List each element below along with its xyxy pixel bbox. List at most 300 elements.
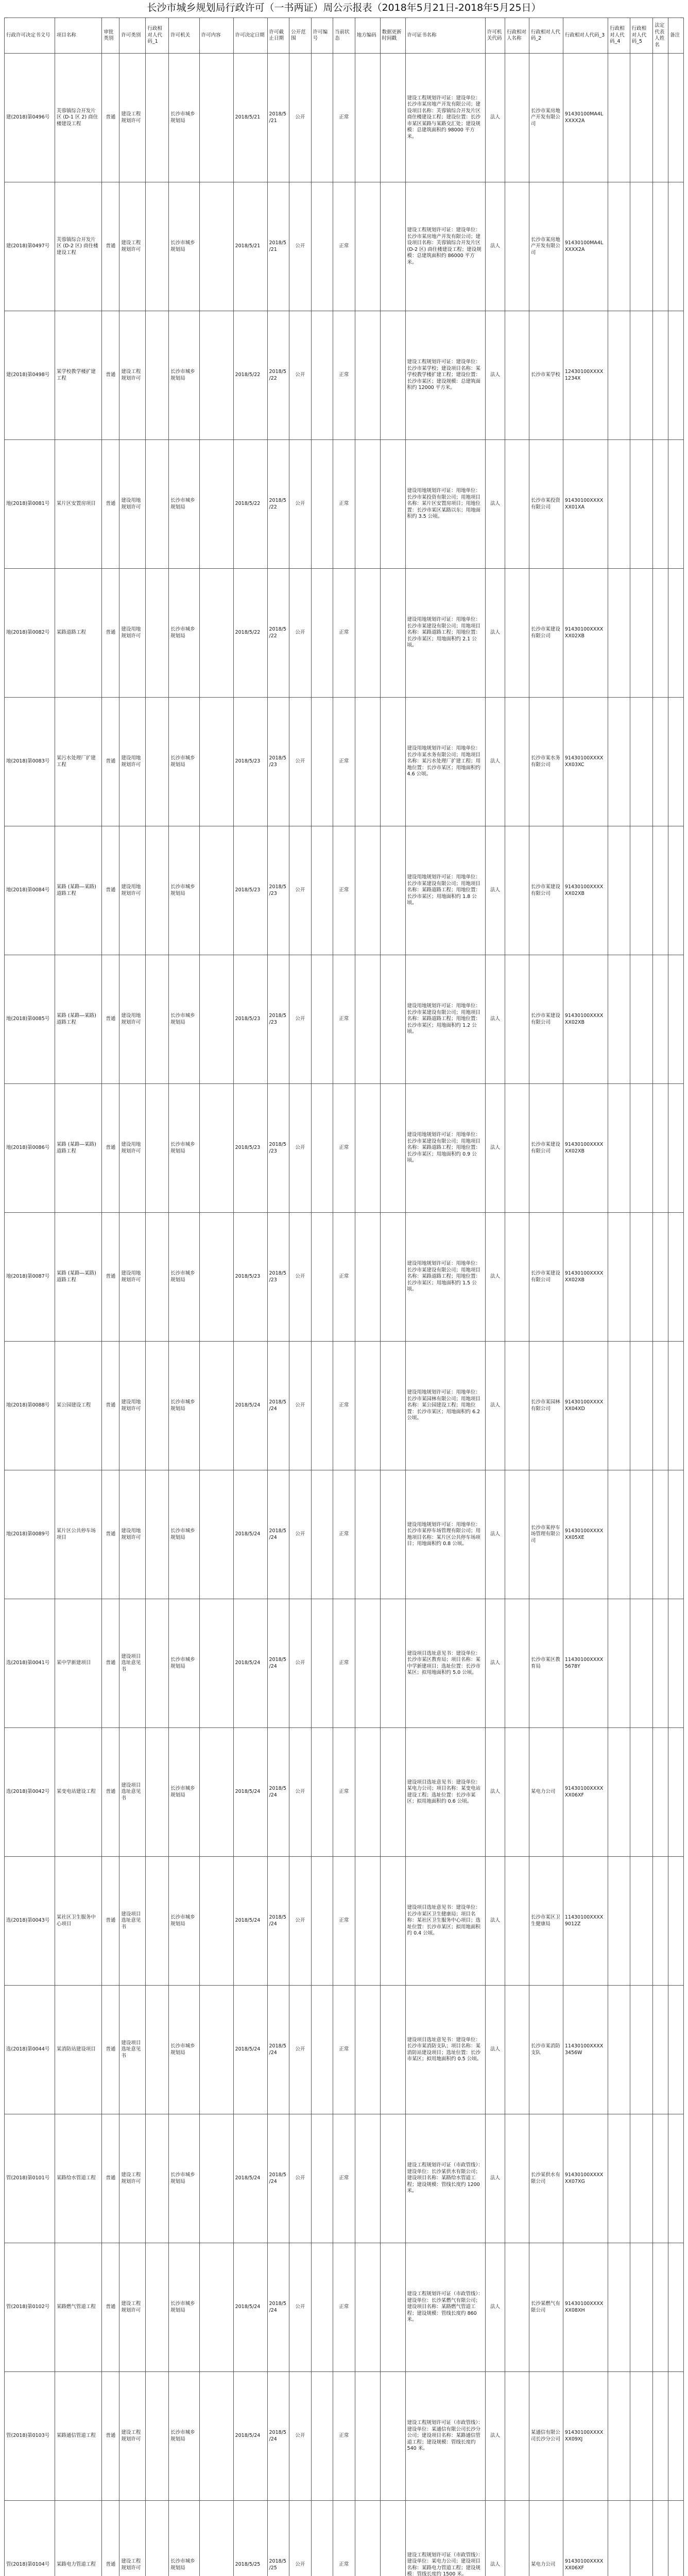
approval-category-cell: 普通 [102, 1470, 119, 1599]
table-row [5, 182, 684, 311]
status-cell: 正常 [333, 440, 355, 569]
scope-cell: 公开 [289, 1986, 312, 2114]
blank-cell [608, 2501, 630, 2576]
status-cell: 正常 [333, 1857, 355, 1986]
blank-cell [505, 54, 529, 182]
blank-cell [199, 2243, 233, 2372]
column-header: 许可类别 [119, 18, 146, 54]
blank-cell [630, 1599, 653, 1728]
permit-type-cell: 建设用地规划许可 [119, 569, 146, 698]
end-date-cell: 2018/5/23 [267, 1213, 289, 1342]
approval-category-cell: 普通 [102, 1599, 119, 1728]
legal-type-cell: 法人 [485, 2372, 505, 2501]
column-header: 许可编号 [311, 18, 333, 54]
code-cell [146, 182, 169, 311]
end-date-cell: 2018/5/24 [267, 2114, 289, 2243]
blank-cell [199, 826, 233, 955]
blank-cell [668, 569, 684, 698]
table-row [5, 1470, 684, 1599]
blank-cell [505, 311, 529, 440]
project-name-cell: 某学校教学楼扩建工程 [55, 311, 101, 440]
blank-cell [380, 1728, 405, 1857]
approval-category-cell: 普通 [102, 1213, 119, 1342]
credit-code-cell: 91430100XXXXXX04XD [563, 1342, 608, 1470]
legal-type-cell: 法人 [485, 54, 505, 182]
permit-number-cell: 管(2018)第0103号 [5, 2372, 55, 2501]
authority-cell: 长沙市城乡规划局 [169, 2372, 200, 2501]
authority-cell: 长沙市城乡规划局 [169, 1599, 200, 1728]
project-name-cell: 芙蓉镇综合开发片区 (D-2 区) 商住楼建设工程 [55, 182, 101, 311]
status-cell: 正常 [333, 2501, 355, 2576]
permit-number-cell: 地(2018)第0087号 [5, 1213, 55, 1342]
column-header: 行政相对人名称 [505, 18, 529, 54]
code-cell [146, 2501, 169, 2576]
project-name-cell: 某路给水管道工程 [55, 2114, 101, 2243]
blank-cell [505, 1728, 529, 1857]
scope-cell: 公开 [289, 1728, 312, 1857]
code-cell [146, 2243, 169, 2372]
project-name-cell: 某污水处理厂扩建工程 [55, 698, 101, 826]
blank-cell [380, 54, 405, 182]
permit-content-cell: 建设用地规划许可证：用地单位：长沙市某建设有限公司；用地项目名称：某路道路工程；用地位置：长沙市某区；用地面积约 1.8 公顷。 [405, 826, 485, 955]
column-header: 行政相对人代码_5 [630, 18, 653, 54]
blank-cell [668, 182, 684, 311]
blank-cell [505, 2114, 529, 2243]
end-date-cell: 2018/5/24 [267, 1728, 289, 1857]
blank-cell [653, 1728, 668, 1857]
permit-type-cell: 建设用地规划许可 [119, 1470, 146, 1599]
blank-cell [653, 440, 668, 569]
blank-cell [505, 1599, 529, 1728]
blank-cell [505, 182, 529, 311]
legal-type-cell: 法人 [485, 955, 505, 1084]
status-cell: 正常 [333, 1728, 355, 1857]
legal-type-cell: 法人 [485, 182, 505, 311]
column-header: 数据更新时间戳 [380, 18, 405, 54]
blank-cell [668, 1470, 684, 1599]
blank-cell [608, 311, 630, 440]
blank-cell [668, 2372, 684, 2501]
scope-cell: 公开 [289, 182, 312, 311]
blank-cell [380, 1599, 405, 1728]
blank-cell [311, 1342, 333, 1470]
code-cell [146, 311, 169, 440]
blank-cell [311, 2243, 333, 2372]
table-row [5, 1728, 684, 1857]
holder-name-cell: 某通信有限公司长沙分公司 [529, 2372, 563, 2501]
project-name-cell: 某路 (某路—某路) 道路工程 [55, 955, 101, 1084]
column-header: 行政相对人代码_1 [146, 18, 169, 54]
end-date-cell: 2018/5/21 [267, 54, 289, 182]
blank-cell [355, 1213, 380, 1342]
table-row [5, 698, 684, 826]
legal-type-cell: 法人 [485, 2114, 505, 2243]
blank-cell [505, 1986, 529, 2114]
blank-cell [380, 2501, 405, 2576]
permit-number-cell: 地(2018)第0086号 [5, 1084, 55, 1213]
scope-cell: 公开 [289, 440, 312, 569]
holder-name-cell: 长沙市某投资有限公司 [529, 440, 563, 569]
blank-cell [505, 2372, 529, 2501]
table-row [5, 2501, 684, 2576]
table-row [5, 2114, 684, 2243]
end-date-cell: 2018/5/24 [267, 1986, 289, 2114]
end-date-cell: 2018/5/22 [267, 569, 289, 698]
permit-number-cell: 选(2018)第0044号 [5, 1986, 55, 2114]
code-cell [146, 440, 169, 569]
permit-number-cell: 管(2018)第0104号 [5, 2501, 55, 2576]
legal-type-cell: 法人 [485, 311, 505, 440]
project-name-cell: 某路燃气管道工程 [55, 2243, 101, 2372]
decision-date-cell: 2018/5/23 [233, 826, 267, 955]
code-cell [146, 569, 169, 698]
legal-type-cell: 法人 [485, 1986, 505, 2114]
blank-cell [311, 826, 333, 955]
blank-cell [505, 440, 529, 569]
blank-cell [608, 2243, 630, 2372]
end-date-cell: 2018/5/24 [267, 1857, 289, 1986]
end-date-cell: 2018/5/21 [267, 182, 289, 311]
blank-cell [668, 311, 684, 440]
scope-cell: 公开 [289, 1599, 312, 1728]
credit-code-cell: 91430100XXXXXX02XB [563, 1213, 608, 1342]
table-row [5, 955, 684, 1084]
decision-date-cell: 2018/5/24 [233, 2372, 267, 2501]
blank-cell [630, 1728, 653, 1857]
permit-content-cell: 建设用地规划许可证：用地单位：长沙市某水务有限公司；用地项目名称：某污水处理厂扩建工程；用地位置：长沙市某区；用地面积约 4.6 公顷。 [405, 698, 485, 826]
legal-type-cell: 法人 [485, 1857, 505, 1986]
table-row [5, 1986, 684, 2114]
project-name-cell: 某公园建设工程 [55, 1342, 101, 1470]
project-name-cell: 某社区卫生服务中心项目 [55, 1857, 101, 1986]
approval-category-cell: 普通 [102, 311, 119, 440]
permit-table [4, 18, 684, 2576]
code-cell [146, 698, 169, 826]
blank-cell [608, 698, 630, 826]
table-row [5, 1599, 684, 1728]
approval-category-cell: 普通 [102, 826, 119, 955]
blank-cell [311, 1728, 333, 1857]
blank-cell [199, 182, 233, 311]
authority-cell: 长沙市城乡规划局 [169, 2243, 200, 2372]
permit-content-cell: 建设用地规划许可证：用地单位：长沙市某建设有限公司；用地项目名称：某路道路工程；用地位置：长沙市某区；用地面积约 1.5 公顷。 [405, 1213, 485, 1342]
code-cell [146, 1342, 169, 1470]
permit-type-cell: 建设工程规划许可 [119, 2372, 146, 2501]
blank-cell [608, 569, 630, 698]
blank-cell [199, 2501, 233, 2576]
table-row [5, 569, 684, 698]
blank-cell [608, 440, 630, 569]
decision-date-cell: 2018/5/23 [233, 955, 267, 1084]
blank-cell [199, 1857, 233, 1986]
blank-cell [630, 1470, 653, 1599]
permit-type-cell: 建设用地规划许可 [119, 698, 146, 826]
blank-cell [630, 1342, 653, 1470]
column-header: 许可证书名称 [405, 18, 485, 54]
authority-cell: 长沙市城乡规划局 [169, 311, 200, 440]
permit-type-cell: 建设用地规划许可 [119, 1342, 146, 1470]
blank-cell [630, 569, 653, 698]
permit-content-cell: 建设工程规划许可证（市政管线）：建设单位：某电力公司；建设项目名称：某路电力管道工程；建设规模：管线长度约 1500 米。 [405, 2501, 485, 2576]
code-cell [146, 1599, 169, 1728]
blank-cell [380, 826, 405, 955]
blank-cell [653, 54, 668, 182]
blank-cell [355, 569, 380, 698]
approval-category-cell: 普通 [102, 2114, 119, 2243]
blank-cell [311, 2501, 333, 2576]
blank-cell [355, 1470, 380, 1599]
column-header: 项目名称 [55, 18, 101, 54]
blank-cell [630, 2372, 653, 2501]
credit-code-cell: 91430100XXXXXX05XE [563, 1470, 608, 1599]
table-row [5, 1857, 684, 1986]
column-header: 审批类别 [102, 18, 119, 54]
blank-cell [380, 1213, 405, 1342]
blank-cell [355, 1342, 380, 1470]
blank-cell [608, 2372, 630, 2501]
blank-cell [505, 1470, 529, 1599]
permit-content-cell: 建设工程规划许可证：建设单位：长沙市某学校；建设项目名称：某学校教学楼扩建工程；建设位置：长沙市某区；建设规模：总建筑面积约 12000 平方米。 [405, 311, 485, 440]
scope-cell: 公开 [289, 2372, 312, 2501]
code-cell [146, 1470, 169, 1599]
permit-number-cell: 建(2018)第0496号 [5, 54, 55, 182]
column-header: 公开范围 [289, 18, 312, 54]
blank-cell [608, 1470, 630, 1599]
decision-date-cell: 2018/5/24 [233, 1728, 267, 1857]
project-name-cell: 某变电站建设工程 [55, 1728, 101, 1857]
blank-cell [311, 2114, 333, 2243]
approval-category-cell: 普通 [102, 955, 119, 1084]
blank-cell [199, 569, 233, 698]
decision-date-cell: 2018/5/22 [233, 311, 267, 440]
project-name-cell: 某片区安置房项目 [55, 440, 101, 569]
blank-cell [653, 182, 668, 311]
permit-type-cell: 建设用地规划许可 [119, 1213, 146, 1342]
blank-cell [199, 1728, 233, 1857]
column-header: 行政相对人代码_4 [608, 18, 630, 54]
approval-category-cell: 普通 [102, 2501, 119, 2576]
blank-cell [311, 182, 333, 311]
credit-code-cell: 91430100XXXXXX06XF [563, 2501, 608, 2576]
credit-code-cell: 91430100XXXXXX02XB [563, 826, 608, 955]
authority-cell: 长沙市城乡规划局 [169, 1728, 200, 1857]
table-header-row [5, 18, 684, 54]
blank-cell [199, 440, 233, 569]
holder-name-cell: 长沙市某消防支队 [529, 1986, 563, 2114]
blank-cell [355, 2114, 380, 2243]
holder-name-cell: 长沙市某建设有限公司 [529, 569, 563, 698]
status-cell: 正常 [333, 1986, 355, 2114]
blank-cell [668, 1599, 684, 1728]
blank-cell [608, 1857, 630, 1986]
status-cell: 正常 [333, 2243, 355, 2372]
blank-cell [608, 182, 630, 311]
blank-cell [199, 1084, 233, 1213]
blank-cell [630, 2243, 653, 2372]
blank-cell [199, 955, 233, 1084]
permit-content-cell: 建设项目选址意见书：建设单位：长沙市某区教育局；项目名称：某中学新建项目；选址位置：长沙市某区；拟用地面积约 5.0 公顷。 [405, 1599, 485, 1728]
blank-cell [653, 2114, 668, 2243]
decision-date-cell: 2018/5/22 [233, 440, 267, 569]
status-cell: 正常 [333, 826, 355, 955]
approval-category-cell: 普通 [102, 1728, 119, 1857]
blank-cell [311, 311, 333, 440]
status-cell: 正常 [333, 311, 355, 440]
blank-cell [380, 311, 405, 440]
blank-cell [668, 826, 684, 955]
permit-content-cell: 建设用地规划许可证：用地单位：长沙市某建设有限公司；用地项目名称：某路道路工程；用地位置：长沙市某区；用地面积约 2.1 公顷。 [405, 569, 485, 698]
blank-cell [355, 1084, 380, 1213]
holder-name-cell: 长沙市某园林有限公司 [529, 1342, 563, 1470]
project-name-cell: 某路通信管道工程 [55, 2372, 101, 2501]
legal-type-cell: 法人 [485, 440, 505, 569]
permit-type-cell: 建设工程规划许可 [119, 182, 146, 311]
blank-cell [668, 1728, 684, 1857]
blank-cell [380, 1084, 405, 1213]
status-cell: 正常 [333, 1470, 355, 1599]
blank-cell [668, 54, 684, 182]
blank-cell [630, 440, 653, 569]
decision-date-cell: 2018/5/23 [233, 1213, 267, 1342]
blank-cell [668, 698, 684, 826]
authority-cell: 长沙市城乡规划局 [169, 1470, 200, 1599]
blank-cell [311, 54, 333, 182]
end-date-cell: 2018/5/23 [267, 826, 289, 955]
authority-cell: 长沙市城乡规划局 [169, 54, 200, 182]
blank-cell [355, 1728, 380, 1857]
credit-code-cell: 11430100XXXX5678Y [563, 1599, 608, 1728]
blank-cell [199, 311, 233, 440]
code-cell [146, 54, 169, 182]
column-header: 行政许可决定书文号 [5, 18, 55, 54]
blank-cell [199, 1342, 233, 1470]
blank-cell [608, 1986, 630, 2114]
permit-content-cell: 建设项目选址意见书：建设单位：长沙市某消防支队；项目名称：某消防站建设项目；选址位置：长沙市某区；拟用地面积约 0.5 公顷。 [405, 1986, 485, 2114]
status-cell: 正常 [333, 54, 355, 182]
column-header: 当前状态 [333, 18, 355, 54]
blank-cell [199, 1213, 233, 1342]
blank-cell [630, 826, 653, 955]
blank-cell [199, 1986, 233, 2114]
credit-code-cell: 91430100XXXXXX06XF [563, 1728, 608, 1857]
holder-name-cell: 长沙市某建设有限公司 [529, 955, 563, 1084]
legal-type-cell: 法人 [485, 1084, 505, 1213]
permit-number-cell: 地(2018)第0082号 [5, 569, 55, 698]
code-cell [146, 1084, 169, 1213]
blank-cell [608, 1342, 630, 1470]
permit-number-cell: 地(2018)第0088号 [5, 1342, 55, 1470]
blank-cell [199, 1599, 233, 1728]
permit-type-cell: 建设工程规划许可 [119, 311, 146, 440]
blank-cell [608, 2114, 630, 2243]
blank-cell [380, 955, 405, 1084]
blank-cell [668, 1084, 684, 1213]
scope-cell: 公开 [289, 1342, 312, 1470]
holder-name-cell: 长沙市某水务有限公司 [529, 698, 563, 826]
authority-cell: 长沙市城乡规划局 [169, 440, 200, 569]
blank-cell [653, 1213, 668, 1342]
permit-number-cell: 地(2018)第0081号 [5, 440, 55, 569]
blank-cell [311, 440, 333, 569]
approval-category-cell: 普通 [102, 182, 119, 311]
decision-date-cell: 2018/5/24 [233, 1470, 267, 1599]
credit-code-cell: 91430100XXXXXX02XB [563, 569, 608, 698]
blank-cell [630, 955, 653, 1084]
blank-cell [380, 569, 405, 698]
legal-type-cell: 法人 [485, 1599, 505, 1728]
permit-content-cell: 建设用地规划许可证：用地单位：长沙市某建设有限公司；用地项目名称：某路道路工程；用地位置：长沙市某区；用地面积约 0.9 公顷。 [405, 1084, 485, 1213]
approval-category-cell: 普通 [102, 698, 119, 826]
blank-cell [653, 1342, 668, 1470]
permit-type-cell: 建设用地规划许可 [119, 826, 146, 955]
blank-cell [505, 698, 529, 826]
credit-code-cell: 91430100XXXXXX07XG [563, 2114, 608, 2243]
holder-name-cell: 长沙市某区卫生健康局 [529, 1857, 563, 1986]
approval-category-cell: 普通 [102, 1986, 119, 2114]
authority-cell: 长沙市城乡规划局 [169, 1857, 200, 1986]
blank-cell [668, 1986, 684, 2114]
column-header: 许可决定日期 [233, 18, 267, 54]
blank-cell [355, 182, 380, 311]
end-date-cell: 2018/5/24 [267, 1342, 289, 1470]
blank-cell [505, 1084, 529, 1213]
blank-cell [380, 1857, 405, 1986]
code-cell [146, 1213, 169, 1342]
blank-cell [608, 1728, 630, 1857]
table-row [5, 826, 684, 955]
blank-cell [653, 1470, 668, 1599]
authority-cell: 长沙市城乡规划局 [169, 1986, 200, 2114]
scope-cell: 公开 [289, 569, 312, 698]
blank-cell [355, 1857, 380, 1986]
table-row [5, 1342, 684, 1470]
status-cell: 正常 [333, 569, 355, 698]
permit-type-cell: 建设项目选址意见书 [119, 1986, 146, 2114]
permit-number-cell: 选(2018)第0041号 [5, 1599, 55, 1728]
scope-cell: 公开 [289, 2243, 312, 2372]
blank-cell [630, 2114, 653, 2243]
legal-type-cell: 法人 [485, 698, 505, 826]
permit-content-cell: 建设项目选址意见书：建设单位：某电力公司；项目名称：某变电站建设工程；选址位置：长沙市某区；拟用地面积约 0.6 公顷。 [405, 1728, 485, 1857]
credit-code-cell: 91430100MA4LXXXX2A [563, 54, 608, 182]
decision-date-cell: 2018/5/21 [233, 182, 267, 311]
blank-cell [653, 569, 668, 698]
permit-number-cell: 地(2018)第0085号 [5, 955, 55, 1084]
decision-date-cell: 2018/5/24 [233, 2243, 267, 2372]
permit-content-cell: 建设工程规划许可证（市政管线）：建设单位：长沙某供水有限公司；建设项目名称：某路给水管道工程；建设规模：管线长度约 1200 米。 [405, 2114, 485, 2243]
holder-name-cell: 长沙某供水有限公司 [529, 2114, 563, 2243]
blank-cell [311, 1986, 333, 2114]
project-name-cell: 某路 (某路—某路) 道路工程 [55, 826, 101, 955]
decision-date-cell: 2018/5/22 [233, 569, 267, 698]
credit-code-cell: 91430100MA4LXXXX2A [563, 182, 608, 311]
column-header: 行政相对人代码_2 [529, 18, 563, 54]
code-cell [146, 1986, 169, 2114]
legal-type-cell: 法人 [485, 2501, 505, 2576]
blank-cell [311, 1470, 333, 1599]
authority-cell: 长沙市城乡规划局 [169, 2114, 200, 2243]
legal-type-cell: 法人 [485, 1342, 505, 1470]
permit-type-cell: 建设工程规划许可 [119, 2114, 146, 2243]
approval-category-cell: 普通 [102, 2372, 119, 2501]
blank-cell [355, 1599, 380, 1728]
blank-cell [505, 826, 529, 955]
blank-cell [630, 1986, 653, 2114]
approval-category-cell: 普通 [102, 54, 119, 182]
permit-type-cell: 建设工程规划许可 [119, 2243, 146, 2372]
approval-category-cell: 普通 [102, 1857, 119, 1986]
permit-content-cell: 建设项目选址意见书：建设单位：长沙市某区卫生健康局；项目名称：某社区卫生服务中心项目；选址位置：长沙市某区；拟用地面积约 0.4 公顷。 [405, 1857, 485, 1986]
